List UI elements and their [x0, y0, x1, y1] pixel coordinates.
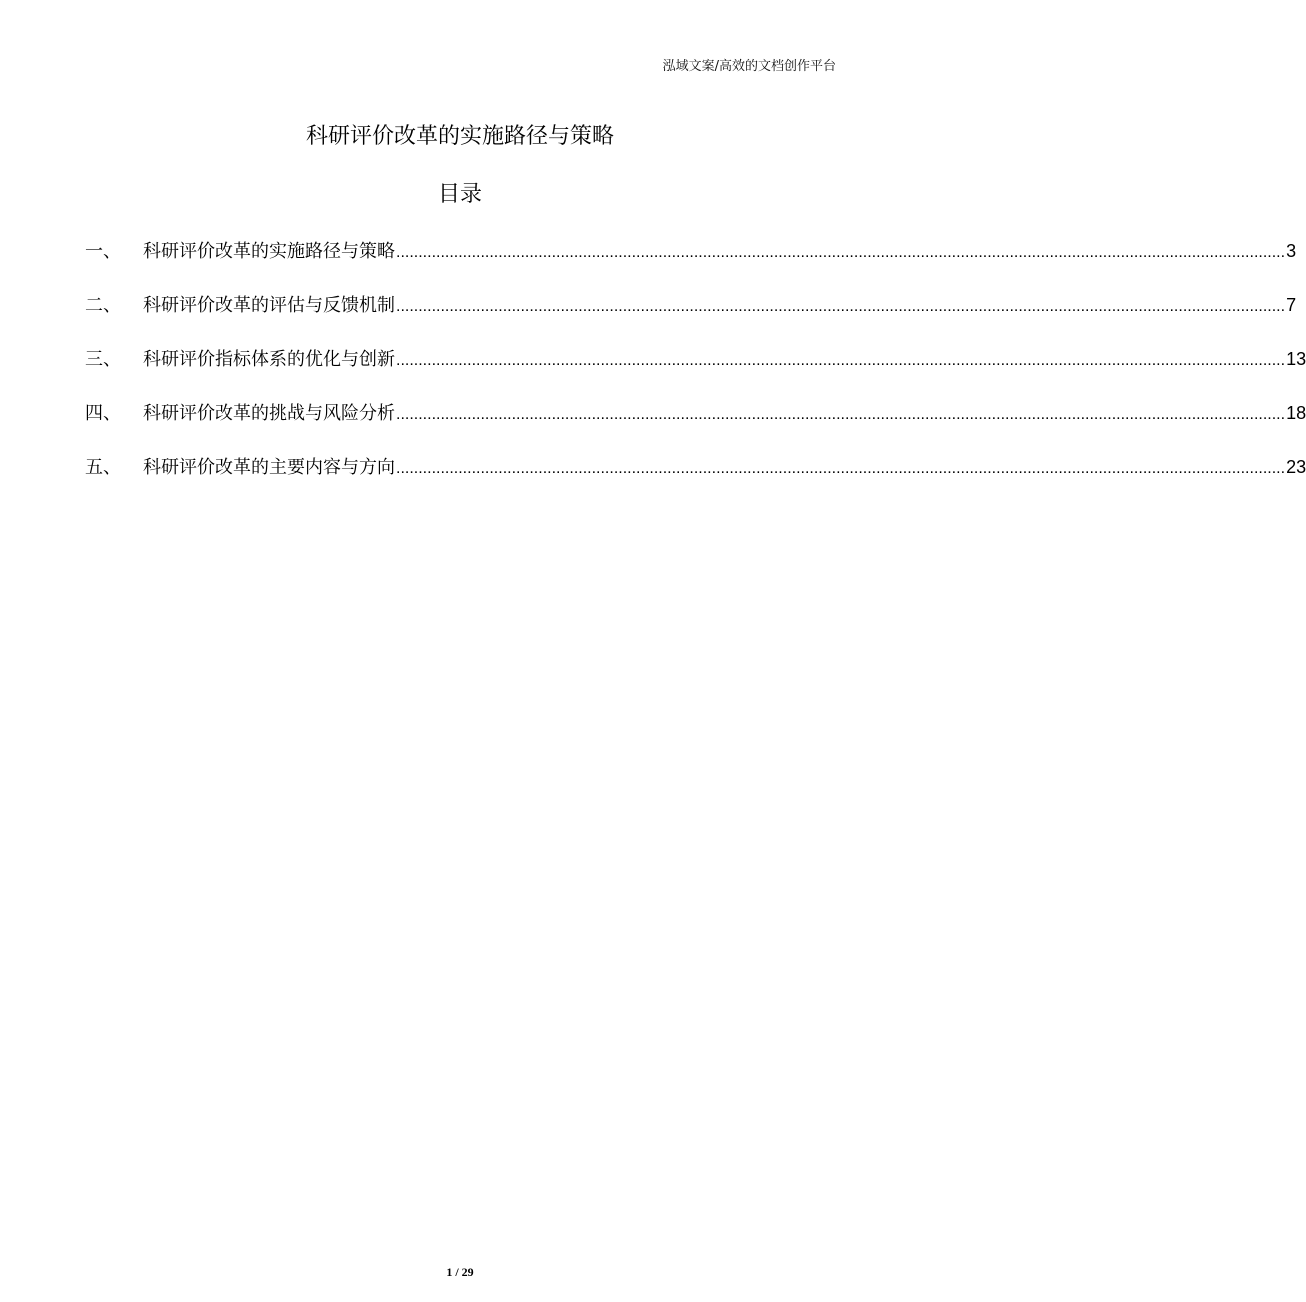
toc-entry-number: 五、 — [85, 457, 121, 478]
header-text: 泓域文案/高效的文档创作平台 — [662, 59, 836, 74]
toc-heading: 目录 — [437, 182, 482, 207]
toc-entry-number: 三、 — [85, 349, 121, 370]
toc-entry[interactable] — [85, 344, 1306, 374]
toc-entry-page[interactable]: 7 — [1286, 295, 1297, 315]
toc-entry-label[interactable]: 科研评价指标体系的优化与创新 — [143, 349, 395, 370]
toc-leader-dots: ........................................................................................................................................................................................................ — [396, 460, 1286, 477]
toc-leader-dots: ........................................................................................................................................................................................................ — [396, 406, 1286, 423]
toc-entry[interactable] — [85, 236, 1297, 266]
toc-entry-number: 一、 — [85, 241, 121, 262]
toc-entry-number: 二、 — [85, 295, 121, 316]
toc-entry-page[interactable]: 3 — [1286, 241, 1297, 261]
toc-leader-dots: ........................................................................................................................................................................................................ — [396, 298, 1286, 315]
toc-entry-label[interactable]: 科研评价改革的主要内容与方向 — [143, 457, 395, 478]
toc-leader-dots: ........................................................................................................................................................................................................ — [396, 352, 1286, 369]
toc-entry-number: 四、 — [85, 403, 121, 424]
toc-entry-label[interactable]: 科研评价改革的评估与反馈机制 — [143, 295, 395, 316]
toc-entry-label[interactable]: 科研评价改革的实施路径与策略 — [143, 241, 395, 262]
toc-entry-label[interactable]: 科研评价改革的挑战与风险分析 — [143, 403, 395, 424]
toc-entry-page[interactable]: 18 — [1286, 403, 1306, 423]
toc-entry[interactable] — [85, 452, 1306, 482]
toc-entry[interactable] — [85, 398, 1306, 428]
table-of-contents — [85, 236, 1306, 506]
toc-leader-dots: ........................................................................................................................................................................................................ — [396, 244, 1286, 261]
toc-entry-page[interactable]: 13 — [1286, 349, 1306, 369]
toc-entry[interactable] — [85, 290, 1297, 320]
page-number: 1 / 29 — [446, 1265, 474, 1279]
toc-entry-page[interactable]: 23 — [1286, 457, 1306, 477]
document-title: 科研评价改革的实施路径与策略 — [305, 124, 614, 149]
